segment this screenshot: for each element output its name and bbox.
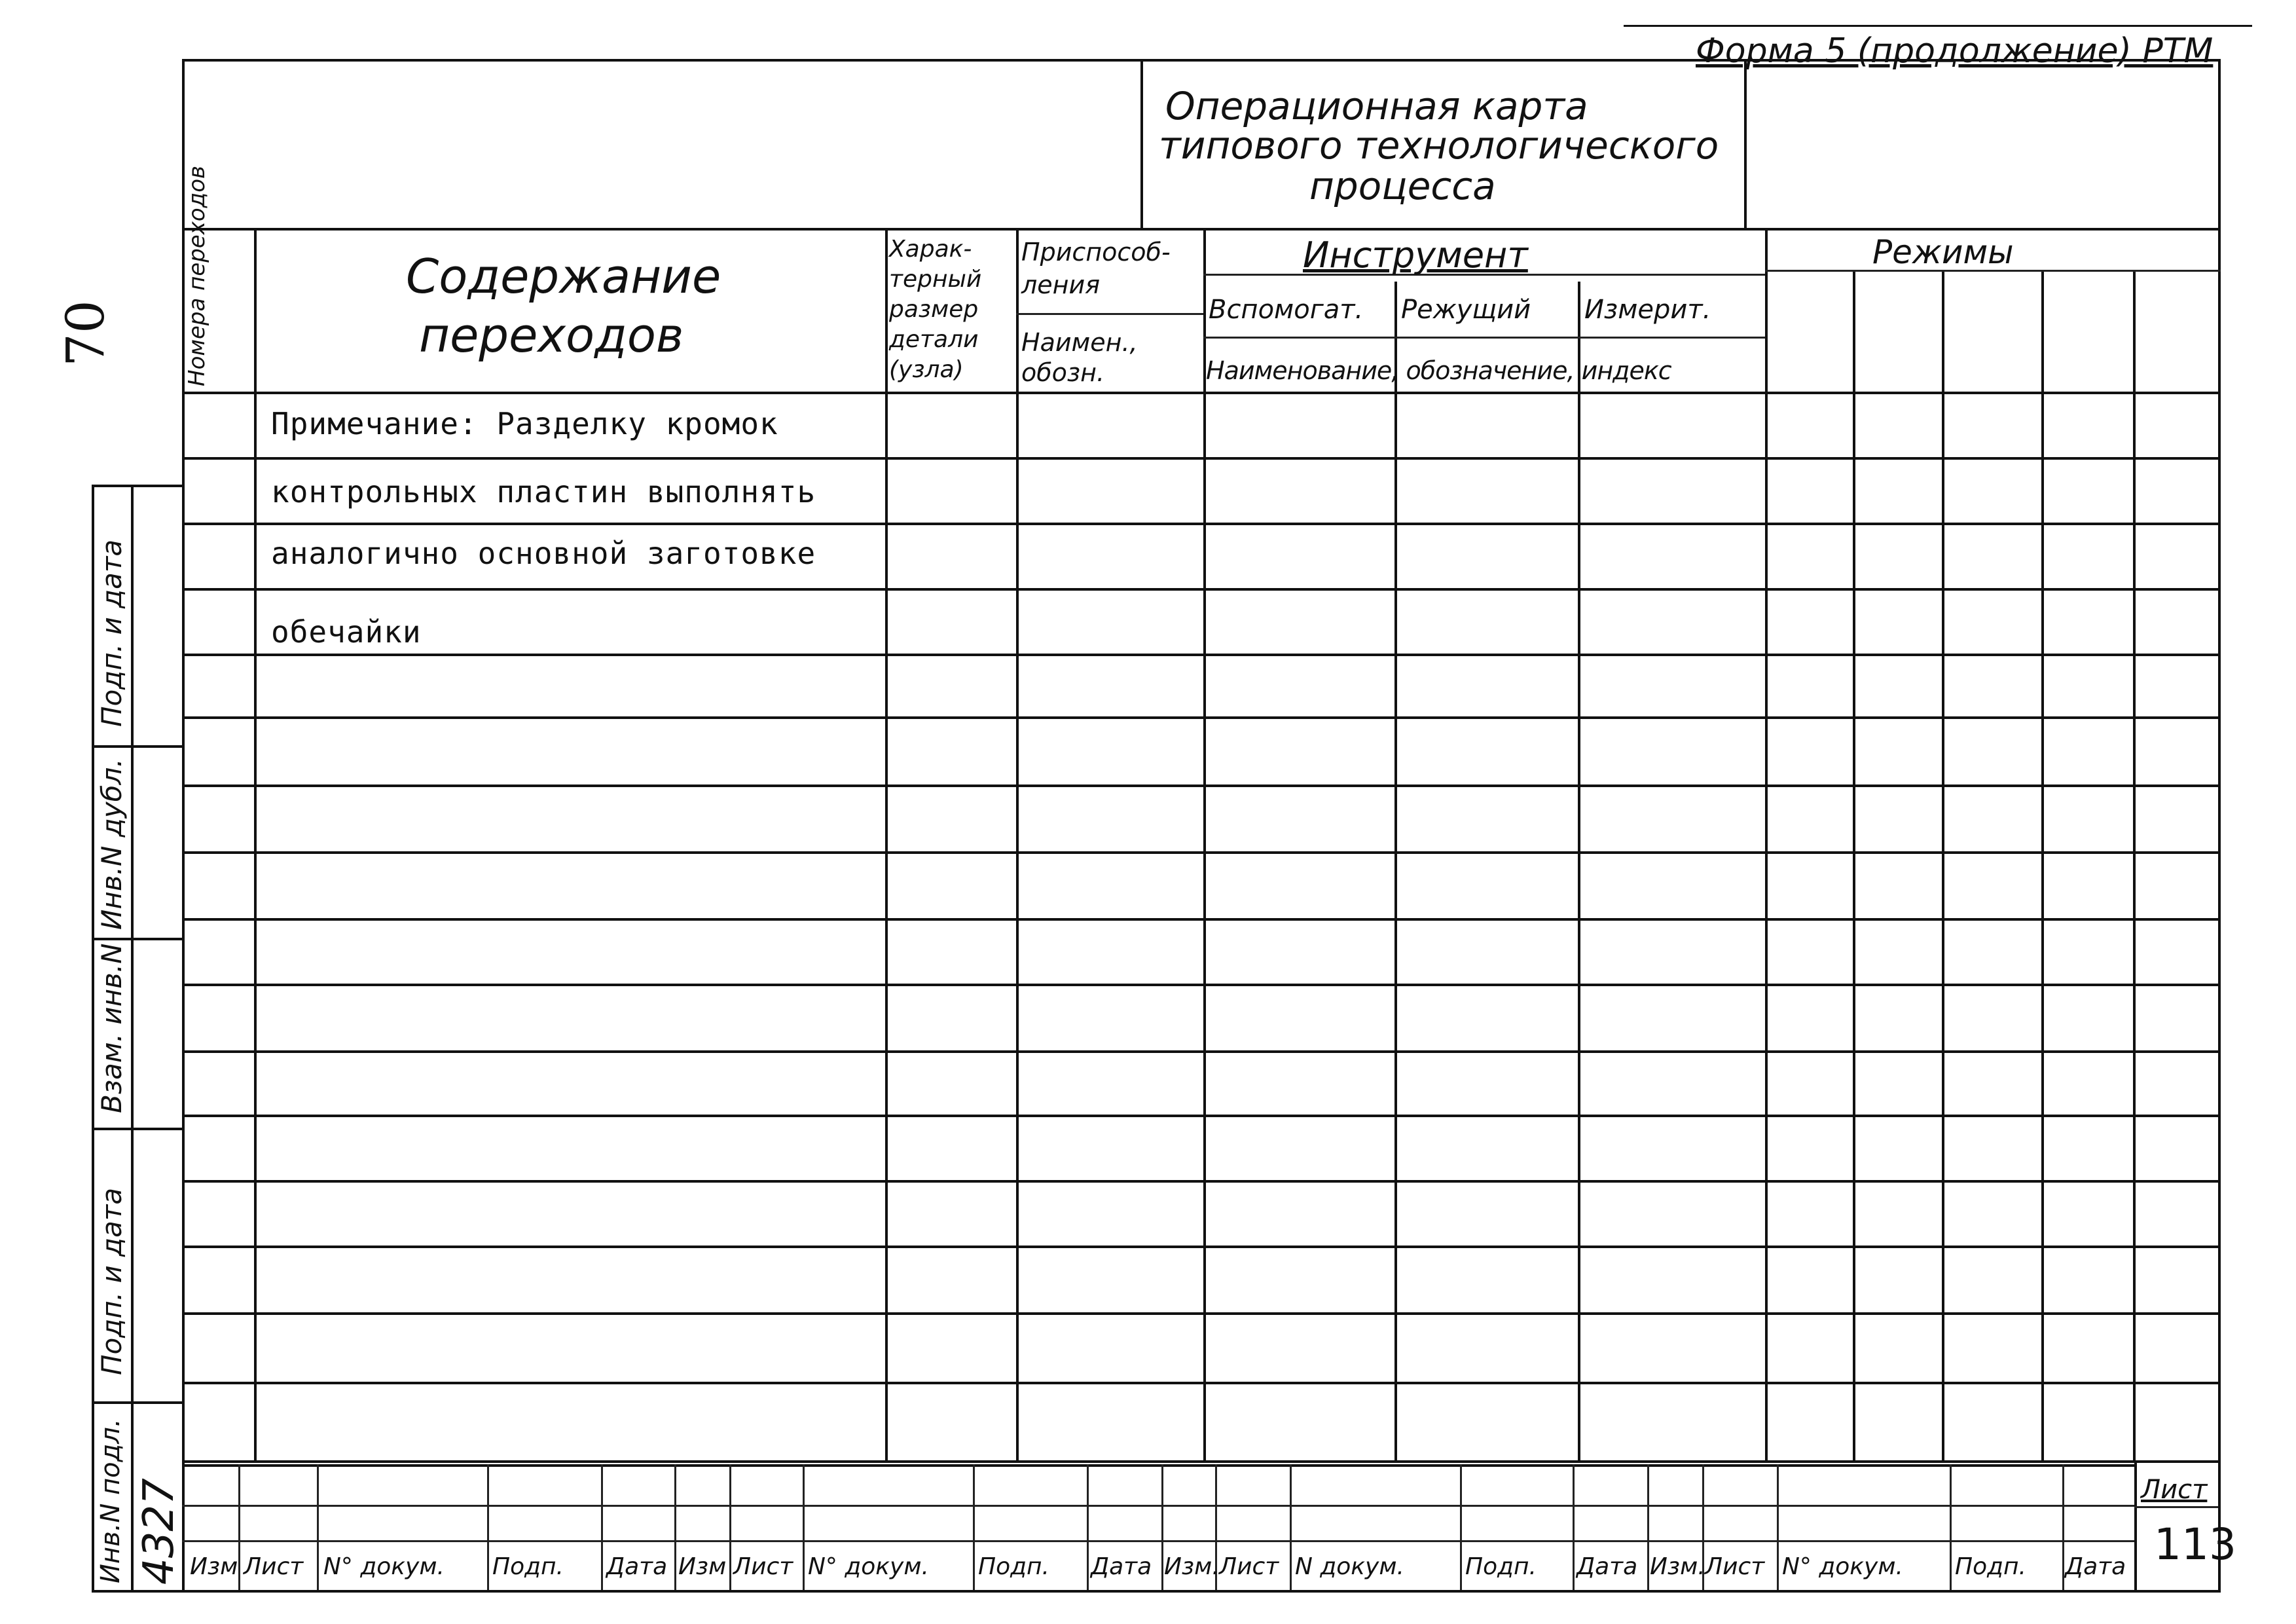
header-instr-aux: Вспомогат. bbox=[1209, 295, 1364, 325]
footer-label-11: Изм. bbox=[1164, 1553, 1220, 1580]
footer-line-2 bbox=[182, 1540, 2134, 1542]
fixtures-sub-1: Наимен., bbox=[1021, 328, 1138, 357]
row-line-4 bbox=[182, 654, 2221, 656]
footer-col-1 bbox=[238, 1464, 240, 1590]
title-line-1: Операционная карта bbox=[1165, 84, 1588, 128]
row-line-15 bbox=[182, 1382, 2221, 1384]
footer-label-3: N° докум. bbox=[323, 1553, 445, 1580]
char-size-2: терный bbox=[889, 266, 982, 293]
frame-right bbox=[2218, 59, 2221, 1590]
content-line-1: Примечание: Разделку кромок bbox=[271, 406, 778, 441]
footer-sheet-divider bbox=[2134, 1460, 2137, 1590]
stamp-line-4 bbox=[92, 1401, 182, 1404]
header-instr-cut: Режущий bbox=[1401, 295, 1531, 325]
header-fixtures bbox=[1021, 236, 1171, 301]
footer-col-13 bbox=[1460, 1464, 1462, 1590]
col-no-divider bbox=[254, 228, 257, 1460]
header-content-2: переходов bbox=[419, 308, 684, 363]
content-line-3: аналогично основной заготовке bbox=[271, 536, 816, 571]
frame-top bbox=[182, 59, 2218, 62]
row-line-14 bbox=[182, 1312, 2221, 1315]
footer-label-9: Подп. bbox=[978, 1553, 1049, 1580]
footer-label-12: Лист bbox=[1219, 1553, 1279, 1580]
footer-col-15 bbox=[1647, 1464, 1649, 1590]
row-line-8 bbox=[182, 918, 2221, 921]
stamp-sign-date-1: Подп. и дата bbox=[96, 539, 128, 727]
header-instr-name: Наименование, обозначение, индекс bbox=[1206, 356, 1671, 385]
row-line-2 bbox=[182, 523, 2221, 525]
sheet-number: 113 bbox=[2154, 1519, 2236, 1570]
content-line-4: обечайки bbox=[271, 614, 422, 650]
stamp-inv-number: 4327 bbox=[135, 1478, 183, 1585]
stamp-sign-date-2: Подп. и дата bbox=[96, 1187, 128, 1375]
footer-label-5: Дата bbox=[606, 1553, 668, 1580]
footer-col-3 bbox=[487, 1464, 489, 1590]
footer-col-19 bbox=[2062, 1464, 2064, 1590]
char-size-4: детали bbox=[889, 326, 979, 353]
col-mode-1 bbox=[1853, 270, 1855, 1460]
row-line-7 bbox=[182, 851, 2221, 854]
footer-label-8: N° докум. bbox=[808, 1553, 929, 1580]
footer-label-17: Лист bbox=[1705, 1553, 1765, 1580]
form-label-rule bbox=[1624, 25, 2252, 27]
row-line-13 bbox=[182, 1246, 2221, 1248]
stamp-line-2 bbox=[92, 938, 182, 940]
col-fixture-divider bbox=[1203, 228, 1206, 1460]
sheet-label: Лист bbox=[2141, 1475, 2208, 1505]
footer-label-20: Дата bbox=[2065, 1553, 2126, 1580]
header-fixtures-sub bbox=[1021, 327, 1138, 388]
title-bottom bbox=[182, 228, 2221, 231]
col-mode-4 bbox=[2133, 270, 2136, 1460]
margin-note: 70 bbox=[55, 300, 116, 367]
header-char-size bbox=[889, 234, 981, 385]
footer-label-13: N докум. bbox=[1295, 1553, 1404, 1580]
header-content-1: Содержание bbox=[406, 249, 721, 304]
row-line-10 bbox=[182, 1050, 2221, 1053]
footer-col-12 bbox=[1290, 1464, 1292, 1590]
stamp-dup-inv: Инв.N дубл. bbox=[96, 758, 128, 930]
footer-label-19: Подп. bbox=[1955, 1553, 2026, 1580]
footer-line-1 bbox=[182, 1505, 2134, 1507]
row-line-12 bbox=[182, 1180, 2221, 1183]
stamp-mid bbox=[131, 485, 134, 1590]
footer-label-15: Дата bbox=[1576, 1553, 1638, 1580]
header-transitions-no: Номера переходов bbox=[184, 165, 210, 386]
header-instr-meas: Измерит. bbox=[1584, 295, 1711, 325]
row-line-9 bbox=[182, 984, 2221, 986]
content-line-2: контрольных пластин выполнять bbox=[271, 474, 816, 509]
title-divider-left bbox=[1140, 59, 1143, 228]
footer-col-9 bbox=[1087, 1464, 1089, 1590]
stamp-top bbox=[92, 485, 182, 487]
footer-top bbox=[182, 1464, 2134, 1467]
fixtures-2: ления bbox=[1021, 270, 1101, 299]
title-line-3: процесса bbox=[1309, 164, 1496, 208]
footer-sheet-line bbox=[2134, 1506, 2218, 1508]
footer-col-7 bbox=[803, 1464, 805, 1590]
footer-label-2: Лист bbox=[244, 1553, 304, 1580]
fixture-sub-line bbox=[1016, 313, 1203, 315]
form-label: Форма 5 (продолжение) РТМ bbox=[1696, 31, 2214, 71]
footer-label-4: Подп. bbox=[492, 1553, 564, 1580]
footer-col-5 bbox=[674, 1464, 676, 1590]
title-divider-right bbox=[1744, 59, 1747, 228]
header-modes: Режимы bbox=[1872, 233, 2014, 271]
footer-label-6: Изм bbox=[678, 1553, 727, 1580]
char-size-5: (узла) bbox=[889, 356, 964, 383]
footer-col-17 bbox=[1777, 1464, 1779, 1590]
footer-col-2 bbox=[317, 1464, 319, 1590]
row-line-1 bbox=[182, 457, 2221, 460]
footer-col-14 bbox=[1573, 1464, 1575, 1590]
col-mode-3 bbox=[2041, 270, 2044, 1460]
fixtures-1: Приспособ- bbox=[1021, 238, 1171, 267]
col-instrument-divider bbox=[1765, 228, 1768, 1460]
footer-col-4 bbox=[601, 1464, 603, 1590]
footer-label-10: Дата bbox=[1091, 1553, 1152, 1580]
col-mode-2 bbox=[1942, 270, 1944, 1460]
footer-label-16: Изм. bbox=[1650, 1553, 1705, 1580]
row-line-16 bbox=[182, 1460, 2221, 1463]
footer-col-8 bbox=[973, 1464, 975, 1590]
stamp-replace-inv: Взам. инв.N bbox=[96, 943, 128, 1113]
footer-col-18 bbox=[1950, 1464, 1952, 1590]
frame-bottom bbox=[92, 1590, 2221, 1593]
stamp-orig-inv: Инв.N подл. bbox=[96, 1418, 126, 1583]
char-size-1: Харак- bbox=[889, 236, 972, 263]
row-line-5 bbox=[182, 716, 2221, 719]
footer-label-18: N° докум. bbox=[1782, 1553, 1903, 1580]
footer-label-7: Лист bbox=[733, 1553, 793, 1580]
row-line-6 bbox=[182, 784, 2221, 787]
instrument-name-line bbox=[1203, 337, 1765, 339]
footer-label-14: Подп. bbox=[1465, 1553, 1537, 1580]
header-instrument: Инструмент bbox=[1303, 234, 1528, 276]
fixtures-sub-2: обозн. bbox=[1021, 358, 1105, 387]
header-bottom bbox=[182, 392, 2221, 394]
row-line-11 bbox=[182, 1115, 2221, 1117]
char-size-3: размер bbox=[889, 296, 979, 323]
stamp-left bbox=[92, 485, 94, 1590]
col-size-divider bbox=[1016, 228, 1019, 1460]
title-line-2: типового технологического bbox=[1159, 123, 1719, 168]
stamp-line-1 bbox=[92, 745, 182, 748]
footer-col-6 bbox=[729, 1464, 731, 1590]
row-line-3 bbox=[182, 588, 2221, 591]
footer-label-1: Изм bbox=[190, 1553, 238, 1580]
stamp-line-3 bbox=[92, 1128, 182, 1130]
footer-col-10 bbox=[1161, 1464, 1163, 1590]
col-content-divider bbox=[885, 228, 888, 1460]
